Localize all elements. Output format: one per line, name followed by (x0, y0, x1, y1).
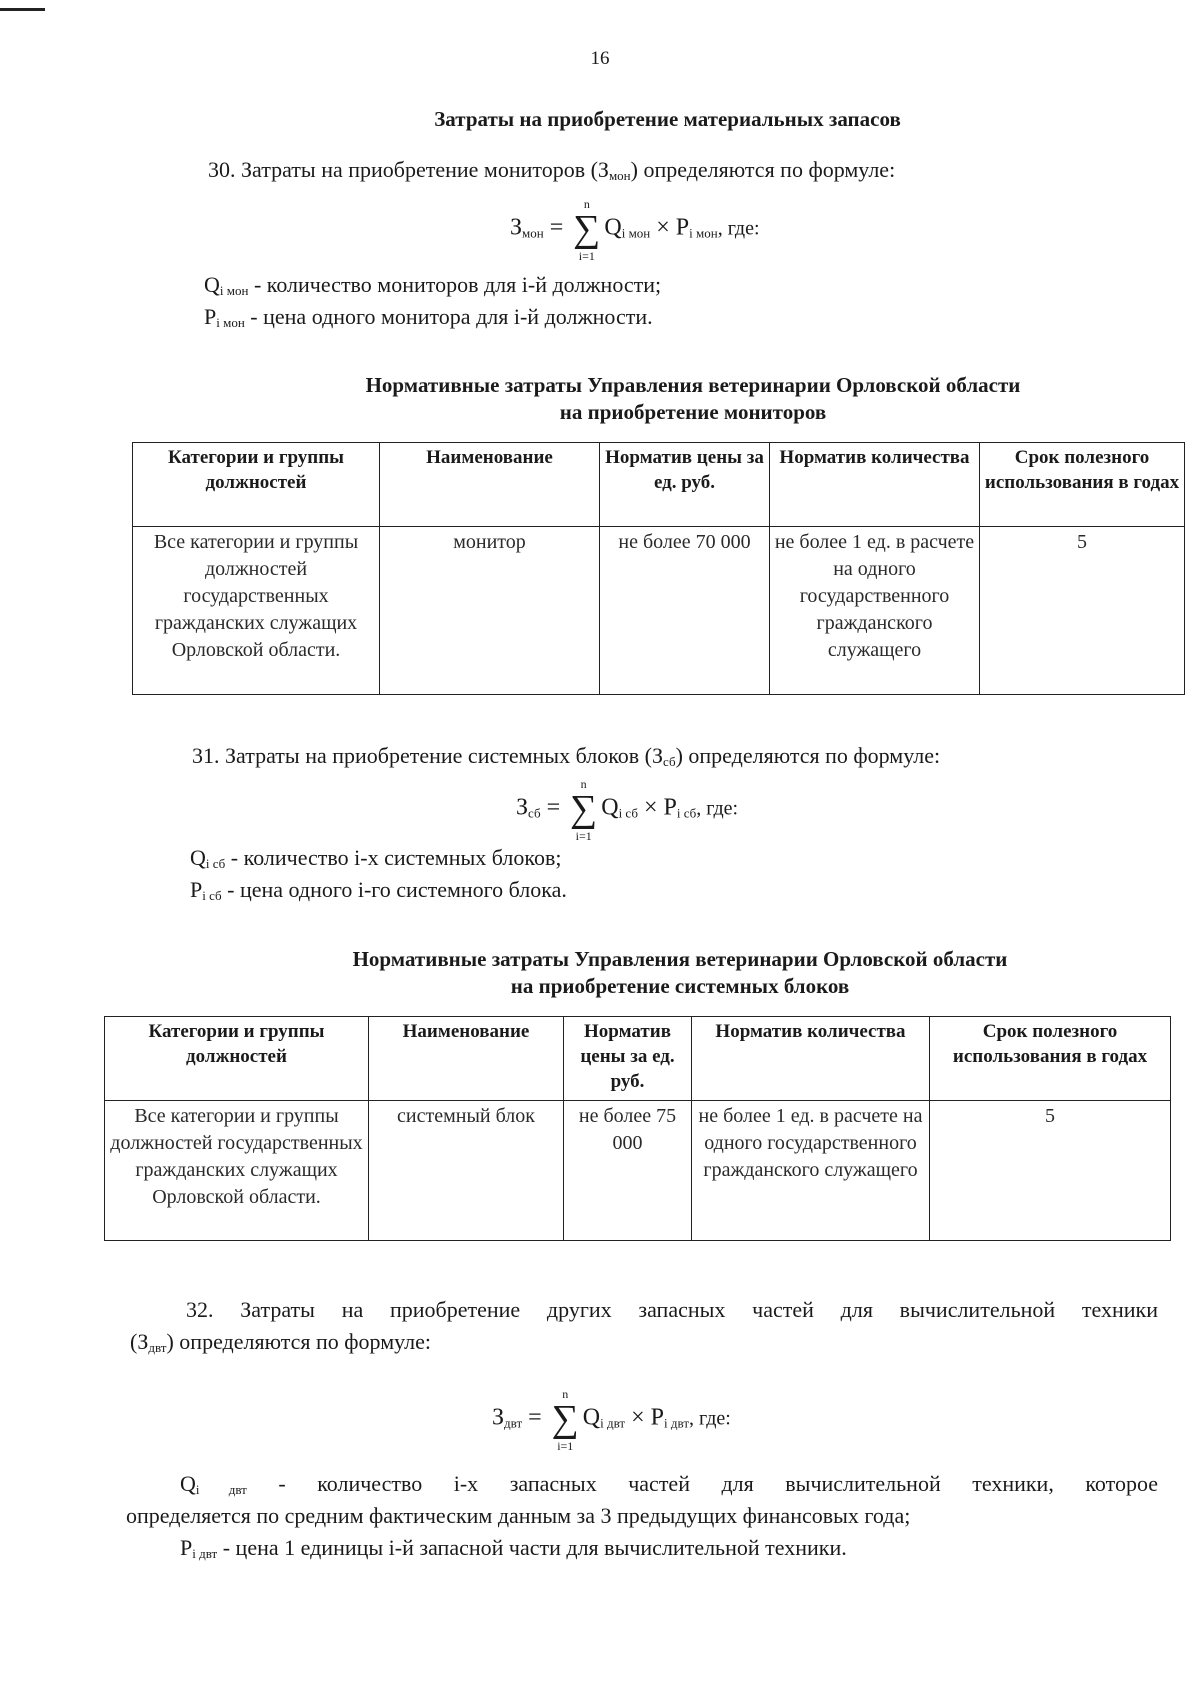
header-price: Норматив цены за ед. руб. (600, 443, 770, 527)
header-categories: Категории и группы должностей (133, 443, 380, 527)
def-p-spare-parts: $P_{i двт}$ - цена 1 единицы i-й запасной части для вычислительной техники. (180, 1535, 847, 1561)
section-title: Затраты на приобретение материальных запасов (434, 107, 901, 131)
item32-line1: 32. Затраты на приобретение других запасных частей для вычислительной техники (186, 1297, 1158, 1322)
cell-categories: Все категории и группы должностей государственных гражданских служащих Орловской области. (133, 527, 380, 695)
cell-quantity: не более 1 ед. в расчете на одного государственного гражданского служащего (692, 1101, 930, 1241)
header-name: Наименование (369, 1017, 564, 1101)
def-q-spare-parts: $Q_{i двт}$ - количество i-х запасных частей для вычислительной техники, которое (180, 1471, 1158, 1497)
header-lifetime: Срок полезного использования в годах (980, 443, 1185, 527)
def-q-system-units: $Q_{i сб}$ - количество i-х системных блоков; (190, 845, 562, 871)
def-q-monitors: $Q_{i мон}$ - количество мониторов для i-й должности; (204, 272, 662, 298)
cell-quantity: не более 1 ед. в расчете на одного государственного гражданского служащего (770, 527, 980, 695)
cell-name: системный блок (369, 1101, 564, 1241)
header-quantity: Норматив количества (692, 1017, 930, 1101)
table1-title: Нормативные затраты Управления ветеринарии Орловской области на приобретение мониторов (365, 373, 1021, 424)
cell-lifetime: 5 (930, 1101, 1171, 1241)
item32-line2: $(З_{двт})$ определяются по формуле: (130, 1329, 432, 1355)
def-p-system-units: $P_{i сб}$ - цена одного i-го системного блока. (190, 877, 567, 903)
table2-title: Нормативные затраты Управления ветеринарии Орловской области на приобретение системных блоков (352, 947, 1008, 998)
sum-sign: ∑ n i=1 (573, 197, 601, 263)
def-q-spare-parts-cont: определяется по средним фактическим данным за 3 предыдущих финансовых года; (126, 1503, 911, 1528)
item31-intro: 31. Затраты на приобретение системных блоков $(З_{сб})$ определяются по формуле: (192, 743, 941, 769)
formula-system-units: $З_{сб}$ = ∑ n i=1 $Q_{i сб} \times P_{i сб}$, где: (516, 777, 739, 843)
page-number: 16 (590, 48, 610, 69)
cell-name: монитор (380, 527, 600, 695)
formula-spare-parts: $З_{двт}$ = ∑ n i=1 $Q_{i двт} \times P_{i двт}$, где: (492, 1387, 731, 1453)
item30-intro: 30. Затраты на приобретение мониторов $(З_{мон})$ определяются по формуле: (208, 157, 896, 183)
header-price: Норматив цены за ед. руб. (564, 1017, 692, 1101)
formula-monitors: $З_{мон}$ = ∑ n i=1 $Q_{i мон} \times P_{i мон}$, где: (510, 197, 760, 263)
scan-mark (0, 8, 45, 11)
cell-price: не более 70 000 (600, 527, 770, 695)
header-quantity: Норматив количества (770, 443, 980, 527)
cell-lifetime: 5 (980, 527, 1185, 695)
header-categories: Категории и группы должностей (105, 1017, 369, 1101)
table-system-units (104, 1016, 1171, 1241)
sum-sign: ∑ n i=1 (551, 1387, 579, 1453)
def-p-monitors: $P_{i мон}$ - цена одного монитора для i-й должности. (204, 304, 653, 330)
sum-sign: ∑ n i=1 (570, 777, 598, 843)
table-monitors (132, 442, 1185, 695)
cell-price: не более 75 000 (564, 1101, 692, 1241)
cell-categories: Все категории и группы должностей государственных гражданских служащих Орловской области. (105, 1101, 369, 1241)
header-name: Наименование (380, 443, 600, 527)
header-lifetime: Срок полезного использования в годах (930, 1017, 1171, 1101)
